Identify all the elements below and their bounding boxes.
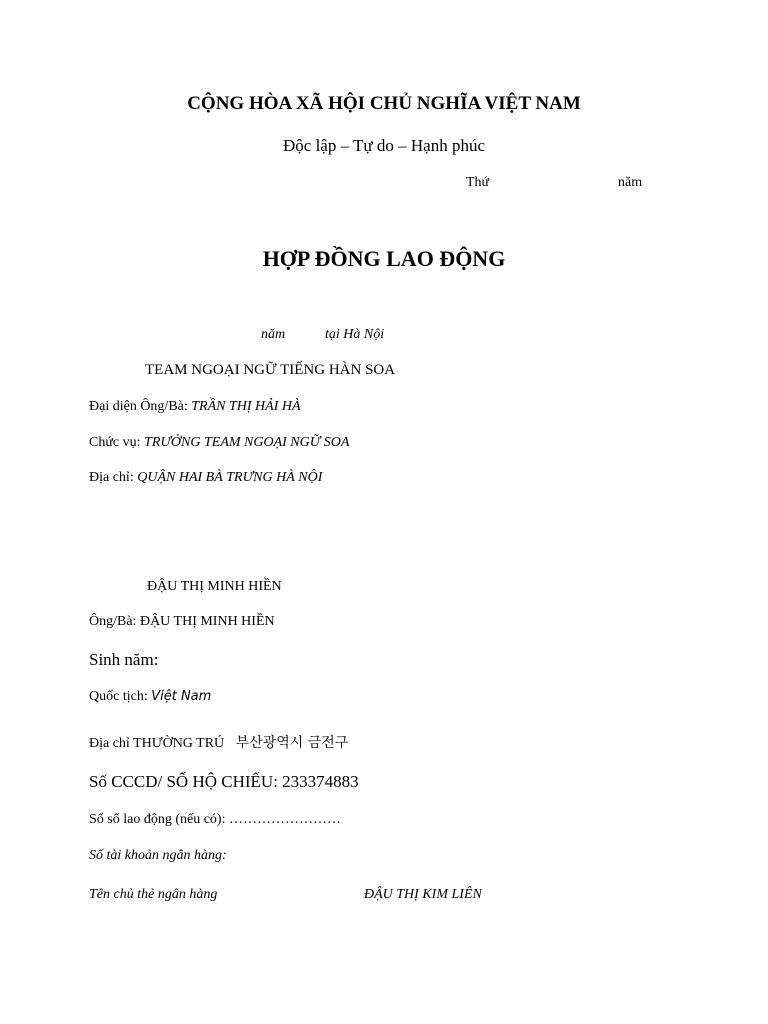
employee-bank-account: Số tài khoản ngân hàng: <box>89 848 227 863</box>
person-label: Ông/Bà: <box>89 614 140 629</box>
employer-address <box>89 470 322 486</box>
labor-book-label: Số sổ lao động (nếu có): <box>89 812 229 827</box>
representative-label: Đại diện Ông/Bà: <box>89 399 192 414</box>
employee-labor-book <box>89 812 341 828</box>
employee-person <box>89 614 275 630</box>
contract-title: HỢP ĐỒNG LAO ĐỘNG <box>262 246 506 271</box>
employee-birth-year: Sinh năm: <box>89 650 159 669</box>
date-weekday-label: Thứ <box>466 175 490 190</box>
residence-label: Địa chỉ THƯỜNG TRÚ <box>89 736 225 751</box>
id-value: 233374883 <box>282 772 359 791</box>
employee-id-number <box>89 772 359 792</box>
employee-residence <box>89 732 348 752</box>
nationality-value: Việt Nam <box>151 689 212 704</box>
id-label: Số CCCD/ SỐ HỘ CHIẾU: <box>89 772 283 791</box>
employee-name: ĐẬU THỊ MINH HIỀN <box>147 579 282 594</box>
employee-nationality <box>89 689 211 705</box>
position-label: Chức vụ: <box>89 435 145 450</box>
representative-value: TRẦN THỊ HẢI HÀ <box>191 399 301 414</box>
employer-name: TEAM NGOẠI NGỮ TIẾNG HÀN SOA <box>145 362 396 378</box>
labor-book-value: …………………… <box>228 812 341 827</box>
person-value: ĐẬU THỊ MINH HIỀN <box>139 614 275 629</box>
address-value: QUẬN HAI BÀ TRƯNG HÀ NỘI <box>137 470 323 485</box>
bank-holder-label: Tên chủ thẻ ngân hàng <box>89 887 218 902</box>
national-motto: Độc lập – Tự do – Hạnh phúc <box>283 136 485 155</box>
address-label: Địa chỉ: <box>89 470 138 485</box>
residence-value: 부산광역시 금전구 <box>235 735 349 751</box>
employer-representative <box>89 399 301 415</box>
nationality-label: Quốc tịch: <box>89 689 152 704</box>
bank-holder-value: ĐẬU THỊ KIM LIÊN <box>364 887 482 902</box>
position-value: TRƯỞNG TEAM NGOẠI NGỮ SOA <box>144 435 350 450</box>
contract-place: tại Hà Nội <box>325 327 385 342</box>
contract-year: năm <box>261 327 286 342</box>
date-year-label: năm <box>618 175 643 190</box>
national-title: CỘNG HÒA XÃ HỘI CHỦ NGHĨA VIỆT NAM <box>187 93 581 114</box>
employer-position <box>89 435 349 451</box>
